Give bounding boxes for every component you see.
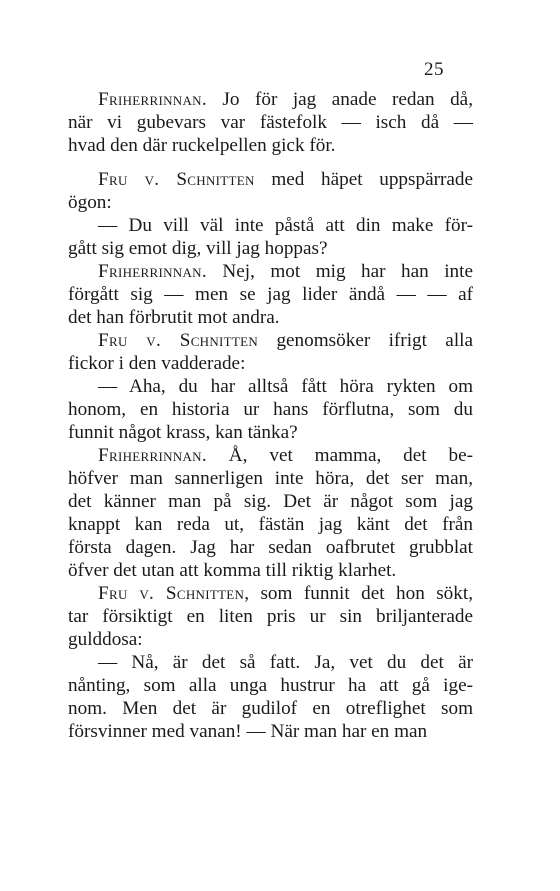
text-line (68, 375, 473, 398)
line-text: — Nå, är det så fatt. Ja, vet du det är (98, 652, 473, 673)
text-line (68, 467, 473, 490)
speaker-name: Fru v. Schnitten (98, 330, 259, 351)
speaker-name: Friherrinnan. (98, 445, 207, 466)
speaker-name: Friherrinnan. (98, 89, 207, 110)
text-line (68, 490, 473, 513)
line-text: hvad den där ruckelpellen gick för. (68, 135, 336, 156)
line-text: nånting, som alla unga hustrur ha att gå ige- (68, 675, 473, 696)
text-line (68, 628, 473, 651)
text-line (68, 329, 473, 352)
line-text: med häpet uppspärrade (254, 169, 473, 190)
text-line (68, 168, 473, 191)
text-line (68, 421, 473, 444)
paragraph (68, 329, 473, 375)
text-line (68, 444, 473, 467)
line-text: — Du vill väl inte påstå att din make för- (98, 215, 473, 236)
paragraph (68, 260, 473, 329)
line-text: knappt kan reda ut, fästän jag känt det från (68, 514, 473, 535)
speaker-name: Fru v. Schnitten (98, 583, 245, 604)
text-line (68, 559, 473, 582)
line-text: första dagen. Jag har sedan oafbrutet grubblat (68, 537, 473, 558)
line-text: — Aha, du har alltså fått höra rykten om (98, 376, 473, 397)
line-text: det känner man på sig. Det är något som jag (68, 491, 473, 512)
paragraph-gap (68, 157, 473, 168)
paragraph (68, 375, 473, 444)
text-line (68, 260, 473, 283)
speaker-name: Friherrinnan. (98, 261, 207, 282)
line-text: , som funnit det hon sökt, (244, 583, 473, 604)
line-text: Jo för jag anade redan då, (206, 89, 473, 110)
line-text: försvinner med vanan! — När man har en man (68, 721, 428, 742)
line-text: öfver det utan att komma till riktig klarhet. (68, 560, 397, 581)
line-text: Å, vet mamma, det be- (206, 445, 473, 466)
paragraph (68, 168, 473, 214)
line-text: det han förbrutit mot andra. (68, 307, 280, 328)
paragraph (68, 582, 473, 651)
text-line (68, 720, 473, 743)
text-line (68, 191, 473, 214)
paragraph (68, 651, 473, 743)
line-text: genomsöker ifrigt alla (258, 330, 474, 351)
line-text: gått sig emot dig, vill jag hoppas? (68, 238, 328, 259)
page-number: 25 (424, 59, 444, 80)
text-line (68, 398, 473, 421)
line-text: funnit något krass, kan tänka? (68, 422, 298, 443)
text-line (68, 237, 473, 260)
text-line (68, 697, 473, 720)
text-line (68, 536, 473, 559)
paragraph (68, 88, 473, 157)
line-text: honom, en historia ur hans förflutna, som du (68, 399, 473, 420)
speaker-name: Fru v. Schnitten (98, 169, 255, 190)
line-text: fickor i den vadderade: (68, 353, 246, 374)
text-line (68, 605, 473, 628)
text-line (68, 352, 473, 375)
text-line (68, 674, 473, 697)
body-text (68, 88, 473, 743)
text-line (68, 306, 473, 329)
paragraph (68, 214, 473, 260)
text-line (68, 283, 473, 306)
line-text: tar försiktigt en liten pris ur sin briljanterade (68, 606, 473, 627)
text-line (68, 651, 473, 674)
text-line (68, 513, 473, 536)
line-text: när vi gubevars var fästefolk — isch då — (68, 112, 473, 133)
line-text: förgått sig — men se jag lider ändå — — af (68, 284, 473, 305)
text-line (68, 134, 473, 157)
line-text: nom. Men det är gudilof en otreflighet som (68, 698, 473, 719)
text-line (68, 214, 473, 237)
line-text: gulddosa: (68, 629, 143, 650)
line-text: Nej, mot mig har han inte (206, 261, 473, 282)
text-line (68, 111, 473, 134)
line-text: höfver man sannerligen inte höra, det ser man, (68, 468, 473, 489)
line-text: ögon: (68, 192, 112, 213)
text-line (68, 582, 473, 605)
text-line (68, 88, 473, 111)
paragraph (68, 444, 473, 582)
